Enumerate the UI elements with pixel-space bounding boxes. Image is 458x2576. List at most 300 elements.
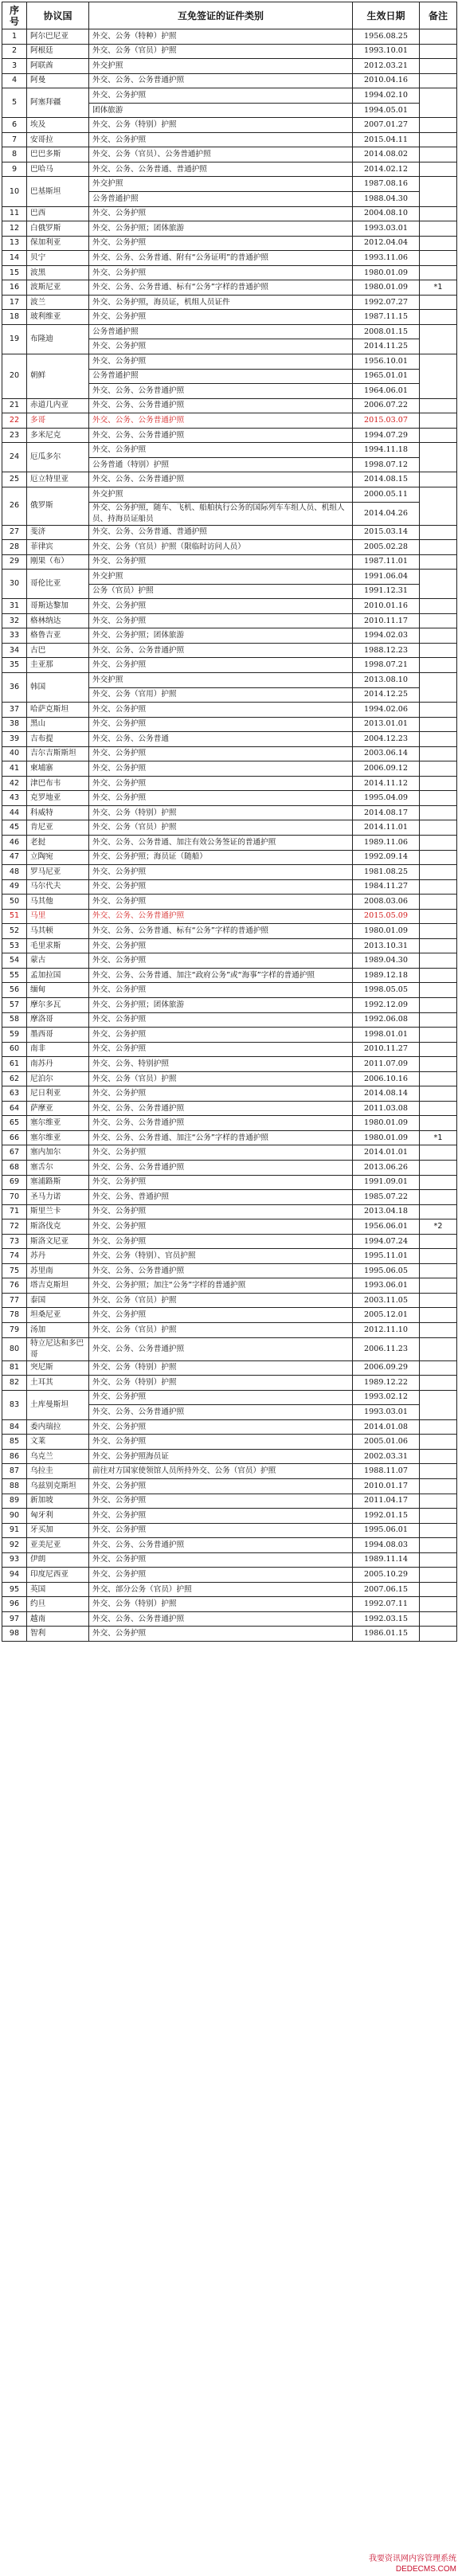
cell-note (420, 1012, 457, 1028)
cell-note (420, 746, 457, 761)
table-row (2, 1611, 457, 1627)
table-row (2, 820, 457, 836)
cell-country: 尼泊尔 (27, 1071, 89, 1086)
cell-passport-type: 外交、公务护照；海员证（随船） (89, 850, 353, 865)
cell-seq: 12 (2, 221, 27, 237)
cell-effective-date: 1989.11.06 (353, 835, 420, 850)
cell-note (420, 428, 457, 443)
cell-effective-date: 1956.10.01 (353, 354, 420, 370)
cell-effective-date: 2015.05.09 (353, 909, 420, 924)
cell-country: 约旦 (27, 1597, 89, 1612)
table-row (2, 1293, 457, 1308)
cell-passport-type: 外交、公务、公务普通护照 (89, 1263, 353, 1278)
cell-note (420, 1190, 457, 1205)
cell-note (420, 909, 457, 924)
cell-seq: 24 (2, 443, 27, 472)
table-row (2, 428, 457, 443)
cell-effective-date: 2012.03.21 (353, 59, 420, 74)
table-row (2, 251, 457, 266)
cell-country: 哥斯达黎加 (27, 599, 89, 614)
cell-effective-date: 2006.07.22 (353, 398, 420, 413)
cell-seq: 60 (2, 1042, 27, 1057)
table-row (2, 29, 457, 45)
cell-country: 土耳其 (27, 1376, 89, 1391)
cell-effective-date: 1992.07.27 (353, 295, 420, 310)
cell-passport-type: 外交、公务护照 (89, 1145, 353, 1161)
cell-country: 斯洛文尼亚 (27, 1234, 89, 1249)
cell-effective-date: 1994.02.06 (353, 703, 420, 718)
cell-seq: 45 (2, 820, 27, 836)
cell-note (420, 717, 457, 732)
cell-seq: 10 (2, 177, 27, 206)
cell-passport-type: 外交、公务（官员）护照 (89, 44, 353, 59)
cell-country: 斯里兰卡 (27, 1204, 89, 1219)
table-row (2, 1390, 457, 1405)
cell-seq: 32 (2, 613, 27, 628)
cell-seq: 98 (2, 1627, 27, 1642)
cell-note (420, 1523, 457, 1538)
cell-effective-date: 2003.11.05 (353, 1293, 420, 1308)
cell-note (420, 1293, 457, 1308)
cell-effective-date: 1993.11.06 (353, 251, 420, 266)
cell-effective-date: 1992.06.08 (353, 1012, 420, 1028)
cell-country: 贝宁 (27, 251, 89, 266)
cell-seq: 59 (2, 1028, 27, 1043)
cell-seq: 62 (2, 1071, 27, 1086)
cell-note (420, 599, 457, 614)
cell-effective-date: 1964.06.01 (353, 384, 420, 399)
cell-note (420, 1390, 457, 1419)
cell-passport-type: 外交、公务（官员）、公务普通护照 (89, 147, 353, 162)
cell-seq: 75 (2, 1263, 27, 1278)
cell-note (420, 1263, 457, 1278)
cell-country: 文莱 (27, 1435, 89, 1450)
cell-passport-type: 外交、公务护照 (89, 1175, 353, 1190)
cell-effective-date: 2002.03.31 (353, 1449, 420, 1464)
cell-passport-type: 外交护照 (89, 177, 353, 192)
cell-passport-type: 外交、公务、公务普通护照 (89, 1405, 353, 1420)
table-row (2, 1116, 457, 1131)
cell-passport-type: 外交、公务（官员）护照 (89, 1323, 353, 1338)
cell-seq: 84 (2, 1419, 27, 1435)
table-row (2, 879, 457, 895)
cell-note (420, 1376, 457, 1391)
table-row (2, 1478, 457, 1494)
table-row (2, 1376, 457, 1391)
cell-country: 智利 (27, 1627, 89, 1642)
visa-exemption-table (2, 2, 457, 1642)
cell-effective-date: 1991.06.04 (353, 570, 420, 585)
cell-country: 白俄罗斯 (27, 221, 89, 237)
cell-note (420, 1552, 457, 1568)
cell-note (420, 865, 457, 880)
header-country: 协议国 (27, 2, 89, 29)
cell-country: 柬埔寨 (27, 761, 89, 777)
cell-note (420, 206, 457, 221)
table-row (2, 1086, 457, 1102)
cell-passport-type: 外交、公务护照 (89, 895, 353, 910)
cell-seq: 28 (2, 540, 27, 555)
cell-passport-type: 外交、公务、公务普通、普通护照 (89, 525, 353, 540)
cell-country: 缅甸 (27, 983, 89, 998)
cell-note (420, 1494, 457, 1509)
cell-country: 孟加拉国 (27, 968, 89, 983)
cell-note (420, 162, 457, 177)
table-row (2, 413, 457, 429)
cell-seq: 20 (2, 354, 27, 399)
cell-effective-date: 1992.01.15 (353, 1509, 420, 1524)
cell-effective-date: 1993.03.01 (353, 1405, 420, 1420)
cell-note (420, 938, 457, 953)
cell-effective-date: 1989.04.30 (353, 953, 420, 969)
cell-seq: 64 (2, 1101, 27, 1116)
table-row (2, 1028, 457, 1043)
table-row (2, 895, 457, 910)
cell-note (420, 59, 457, 74)
cell-country: 肯尼亚 (27, 820, 89, 836)
table-row (2, 443, 457, 458)
cell-seq: 58 (2, 1012, 27, 1028)
cell-note (420, 525, 457, 540)
cell-passport-type: 外交、公务（特别）、官员护照 (89, 1249, 353, 1264)
cell-effective-date: 2014.11.12 (353, 776, 420, 791)
cell-country: 保加利亚 (27, 236, 89, 251)
cell-effective-date: 1993.03.01 (353, 221, 420, 237)
cell-passport-type: 外交、公务护照 (89, 717, 353, 732)
cell-note (420, 1435, 457, 1450)
cell-passport-type: 外交、公务、公务普通护照 (89, 384, 353, 399)
cell-country: 俄罗斯 (27, 487, 89, 525)
cell-passport-type: 外交、公务护照 (89, 1478, 353, 1494)
cell-note (420, 1204, 457, 1219)
cell-passport-type: 外交护照 (89, 672, 353, 687)
cell-passport-type: 外交、公务、公务普通护照 (89, 398, 353, 413)
table-row (2, 1161, 457, 1176)
cell-effective-date: 1994.11.18 (353, 443, 420, 458)
cell-country: 亚美尼亚 (27, 1538, 89, 1553)
cell-passport-type: 外交、公务护照 (89, 1494, 353, 1509)
cell-country: 马里 (27, 909, 89, 924)
cell-effective-date: 1993.02.12 (353, 1390, 420, 1405)
cell-passport-type: 外交、公务护照，随车、飞机、船舶执行公务的国际列车车组人员、机组人员、持海员证船员 (89, 502, 353, 525)
cell-seq: 40 (2, 746, 27, 761)
cell-passport-type: 外交、公务（特别）护照 (89, 805, 353, 820)
cell-effective-date: 2015.03.14 (353, 525, 420, 540)
cell-country: 伊朗 (27, 1552, 89, 1568)
table-row (2, 1464, 457, 1479)
table-row (2, 1308, 457, 1323)
cell-country: 布隆迪 (27, 324, 89, 354)
cell-passport-type: 外交、公务、公务普通护照 (89, 428, 353, 443)
cell-note (420, 147, 457, 162)
cell-passport-type: 团体旅游 (89, 103, 353, 118)
cell-country: 黑山 (27, 717, 89, 732)
cell-country: 牙买加 (27, 1523, 89, 1538)
table-row (2, 791, 457, 806)
cell-passport-type: 外交、公务护照 (89, 1308, 353, 1323)
cell-country: 新加坡 (27, 1494, 89, 1509)
cell-effective-date: 1988.11.07 (353, 1464, 420, 1479)
watermark-line1: 我要资讯网内容管理系统 (369, 2554, 456, 2563)
table-row (2, 310, 457, 325)
cell-passport-type: 外交、公务、普通护照 (89, 1190, 353, 1205)
cell-note (420, 177, 457, 206)
cell-seq: 97 (2, 1611, 27, 1627)
cell-country: 土库曼斯坦 (27, 1390, 89, 1419)
cell-seq: 69 (2, 1175, 27, 1190)
cell-note (420, 1509, 457, 1524)
cell-passport-type: 外交护照 (89, 59, 353, 74)
cell-note (420, 1161, 457, 1176)
watermark (369, 2554, 456, 2574)
cell-note (420, 850, 457, 865)
cell-seq: 31 (2, 599, 27, 614)
cell-seq: 49 (2, 879, 27, 895)
cell-passport-type: 外交、公务护照 (89, 1627, 353, 1642)
cell-seq: 15 (2, 265, 27, 280)
cell-note (420, 643, 457, 658)
cell-country: 格林纳达 (27, 613, 89, 628)
cell-effective-date: 2014.04.26 (353, 502, 420, 525)
cell-effective-date: 1994.05.01 (353, 103, 420, 118)
table-header-row (2, 2, 457, 29)
cell-effective-date: 2011.03.08 (353, 1101, 420, 1116)
cell-effective-date: 1989.12.18 (353, 968, 420, 983)
cell-effective-date: 2015.04.11 (353, 132, 420, 147)
cell-passport-type: 外交、公务护照 (89, 658, 353, 673)
cell-seq: 73 (2, 1234, 27, 1249)
table-row (2, 162, 457, 177)
cell-country: 韩国 (27, 672, 89, 702)
cell-effective-date: 2005.10.29 (353, 1568, 420, 1583)
cell-passport-type: 外交、公务护照 (89, 554, 353, 570)
cell-country: 匈牙利 (27, 1509, 89, 1524)
cell-seq: 50 (2, 895, 27, 910)
cell-passport-type: 外交、公务护照 (89, 761, 353, 777)
cell-seq: 74 (2, 1249, 27, 1264)
cell-country: 罗马尼亚 (27, 865, 89, 880)
cell-seq: 94 (2, 1568, 27, 1583)
cell-passport-type: 外交、公务护照 (89, 599, 353, 614)
cell-seq: 51 (2, 909, 27, 924)
cell-passport-type: 外交、公务、公务普通护照 (89, 909, 353, 924)
cell-seq: 66 (2, 1130, 27, 1145)
cell-note (420, 1323, 457, 1338)
cell-note (420, 132, 457, 147)
cell-passport-type: 外交、公务、公务普通护照 (89, 643, 353, 658)
cell-effective-date: 1987.11.01 (353, 554, 420, 570)
cell-note (420, 554, 457, 570)
cell-country: 格鲁吉亚 (27, 628, 89, 644)
table-row (2, 1071, 457, 1086)
cell-seq: 16 (2, 280, 27, 296)
cell-passport-type: 外交、公务护照 (89, 865, 353, 880)
cell-country: 朝鲜 (27, 354, 89, 399)
cell-passport-type: 外交、公务、公务普通、加注“公务”字样的普通护照 (89, 1130, 353, 1145)
cell-note (420, 1116, 457, 1131)
cell-effective-date: 2014.11.01 (353, 820, 420, 836)
cell-note (420, 310, 457, 325)
table-row (2, 1523, 457, 1538)
table-row (2, 1360, 457, 1376)
cell-note: *2 (420, 1219, 457, 1235)
table-row (2, 865, 457, 880)
table-row (2, 1263, 457, 1278)
table-row (2, 1494, 457, 1509)
table-row (2, 1582, 457, 1597)
cell-passport-type: 外交、公务、公务普通护照 (89, 1101, 353, 1116)
table-row (2, 1101, 457, 1116)
cell-effective-date: 1988.04.30 (353, 192, 420, 207)
cell-seq: 18 (2, 310, 27, 325)
table-row (2, 354, 457, 370)
table-row (2, 398, 457, 413)
cell-country: 波斯尼亚 (27, 280, 89, 296)
cell-effective-date: 1995.11.01 (353, 1249, 420, 1264)
cell-country: 波黑 (27, 265, 89, 280)
table-row (2, 703, 457, 718)
cell-passport-type: 外交、公务护照 (89, 236, 353, 251)
cell-note (420, 29, 457, 45)
cell-passport-type: 外交、公务、公务普通护照 (89, 413, 353, 429)
cell-passport-type: 外交、公务护照 (89, 1435, 353, 1450)
cell-effective-date: 1991.09.01 (353, 1175, 420, 1190)
cell-passport-type: 外交、公务（官员）护照 (89, 1293, 353, 1308)
cell-seq: 8 (2, 147, 27, 162)
cell-note (420, 1478, 457, 1494)
cell-country: 阿根廷 (27, 44, 89, 59)
cell-seq: 14 (2, 251, 27, 266)
cell-passport-type: 外交、公务、公务普通、普通护照 (89, 162, 353, 177)
cell-effective-date: 2014.01.08 (353, 1419, 420, 1435)
cell-passport-type: 外交、公务护照 (89, 1028, 353, 1043)
cell-effective-date: 2014.11.25 (353, 339, 420, 354)
table-row (2, 265, 457, 280)
cell-effective-date: 2008.01.15 (353, 324, 420, 339)
cell-passport-type: 外交、公务护照 (89, 953, 353, 969)
cell-note (420, 1611, 457, 1627)
cell-note (420, 1464, 457, 1479)
cell-country: 南苏丹 (27, 1057, 89, 1072)
cell-effective-date: 2003.06.14 (353, 746, 420, 761)
cell-passport-type: 外交、公务护照 (89, 443, 353, 458)
cell-seq: 17 (2, 295, 27, 310)
cell-note (420, 1449, 457, 1464)
cell-note (420, 295, 457, 310)
cell-country: 斐济 (27, 525, 89, 540)
cell-effective-date: 1956.08.25 (353, 29, 420, 45)
cell-seq: 52 (2, 924, 27, 939)
cell-seq: 37 (2, 703, 27, 718)
cell-passport-type: 外交、公务、公务普通护照 (89, 73, 353, 88)
cell-seq: 77 (2, 1293, 27, 1308)
cell-note (420, 776, 457, 791)
cell-passport-type: 外交、公务护照 (89, 206, 353, 221)
cell-seq: 91 (2, 1523, 27, 1538)
table-row (2, 1130, 457, 1145)
cell-note (420, 1582, 457, 1597)
cell-country: 塞浦路斯 (27, 1175, 89, 1190)
cell-country: 毛里求斯 (27, 938, 89, 953)
cell-effective-date: 2006.09.12 (353, 761, 420, 777)
cell-effective-date: 2011.04.17 (353, 1494, 420, 1509)
cell-country: 埃及 (27, 118, 89, 133)
cell-effective-date: 2014.12.25 (353, 687, 420, 703)
cell-seq: 13 (2, 236, 27, 251)
cell-effective-date: 2010.11.17 (353, 613, 420, 628)
cell-note (420, 398, 457, 413)
cell-note (420, 1042, 457, 1057)
cell-effective-date: 1995.06.01 (353, 1523, 420, 1538)
cell-country: 乌克兰 (27, 1449, 89, 1464)
table-row (2, 1337, 457, 1360)
table-row (2, 118, 457, 133)
cell-passport-type: 外交、公务护照 (89, 354, 353, 370)
cell-passport-type: 外交、公务护照 (89, 879, 353, 895)
cell-passport-type: 外交、公务护照 (89, 1012, 353, 1028)
cell-passport-type: 外交、公务、公务普通护照 (89, 1337, 353, 1360)
cell-passport-type: 外交、公务护照 (89, 1219, 353, 1235)
cell-seq: 79 (2, 1323, 27, 1338)
cell-passport-type: 外交、公务（特别）护照 (89, 1376, 353, 1391)
cell-passport-type: 外交、公务（特别）护照 (89, 118, 353, 133)
cell-note (420, 628, 457, 644)
cell-passport-type: 外交、公务、公务普通、加注有效公务签证的普通护照 (89, 835, 353, 850)
cell-country: 摩洛哥 (27, 1012, 89, 1028)
cell-effective-date: 1989.11.14 (353, 1552, 420, 1568)
cell-passport-type: 公务（官员）护照 (89, 584, 353, 599)
cell-effective-date: 2006.11.23 (353, 1337, 420, 1360)
cell-note (420, 44, 457, 59)
cell-passport-type: 外交、公务护照 (89, 1509, 353, 1524)
cell-effective-date: 2014.02.12 (353, 162, 420, 177)
table-row (2, 717, 457, 732)
cell-country: 赤道几内亚 (27, 398, 89, 413)
cell-seq: 48 (2, 865, 27, 880)
table-row (2, 280, 457, 296)
cell-seq: 42 (2, 776, 27, 791)
cell-passport-type: 外交、公务、公务普通护照 (89, 472, 353, 487)
cell-seq: 11 (2, 206, 27, 221)
table-row (2, 44, 457, 59)
cell-effective-date: 1985.07.22 (353, 1190, 420, 1205)
cell-effective-date: 2010.11.27 (353, 1042, 420, 1057)
cell-passport-type: 外交、公务、公务普通护照 (89, 1116, 353, 1131)
cell-note (420, 1175, 457, 1190)
cell-note (420, 835, 457, 850)
cell-passport-type: 外交、公务（官员）护照 (89, 820, 353, 836)
cell-note (420, 1249, 457, 1264)
cell-effective-date: 2014.08.17 (353, 805, 420, 820)
cell-passport-type: 外交、公务护照 (89, 132, 353, 147)
cell-seq: 22 (2, 413, 27, 429)
table-row (2, 1552, 457, 1568)
cell-note (420, 1568, 457, 1583)
cell-passport-type: 公务普通护照 (89, 192, 353, 207)
table-row (2, 776, 457, 791)
cell-note (420, 324, 457, 354)
table-row (2, 1419, 457, 1435)
cell-note (420, 73, 457, 88)
cell-passport-type: 外交、公务护照 (89, 310, 353, 325)
cell-note (420, 88, 457, 118)
cell-note (420, 1145, 457, 1161)
cell-note (420, 1234, 457, 1249)
cell-country: 津巴布韦 (27, 776, 89, 791)
cell-seq: 70 (2, 1190, 27, 1205)
cell-effective-date: 1980.01.09 (353, 280, 420, 296)
cell-note (420, 487, 457, 525)
